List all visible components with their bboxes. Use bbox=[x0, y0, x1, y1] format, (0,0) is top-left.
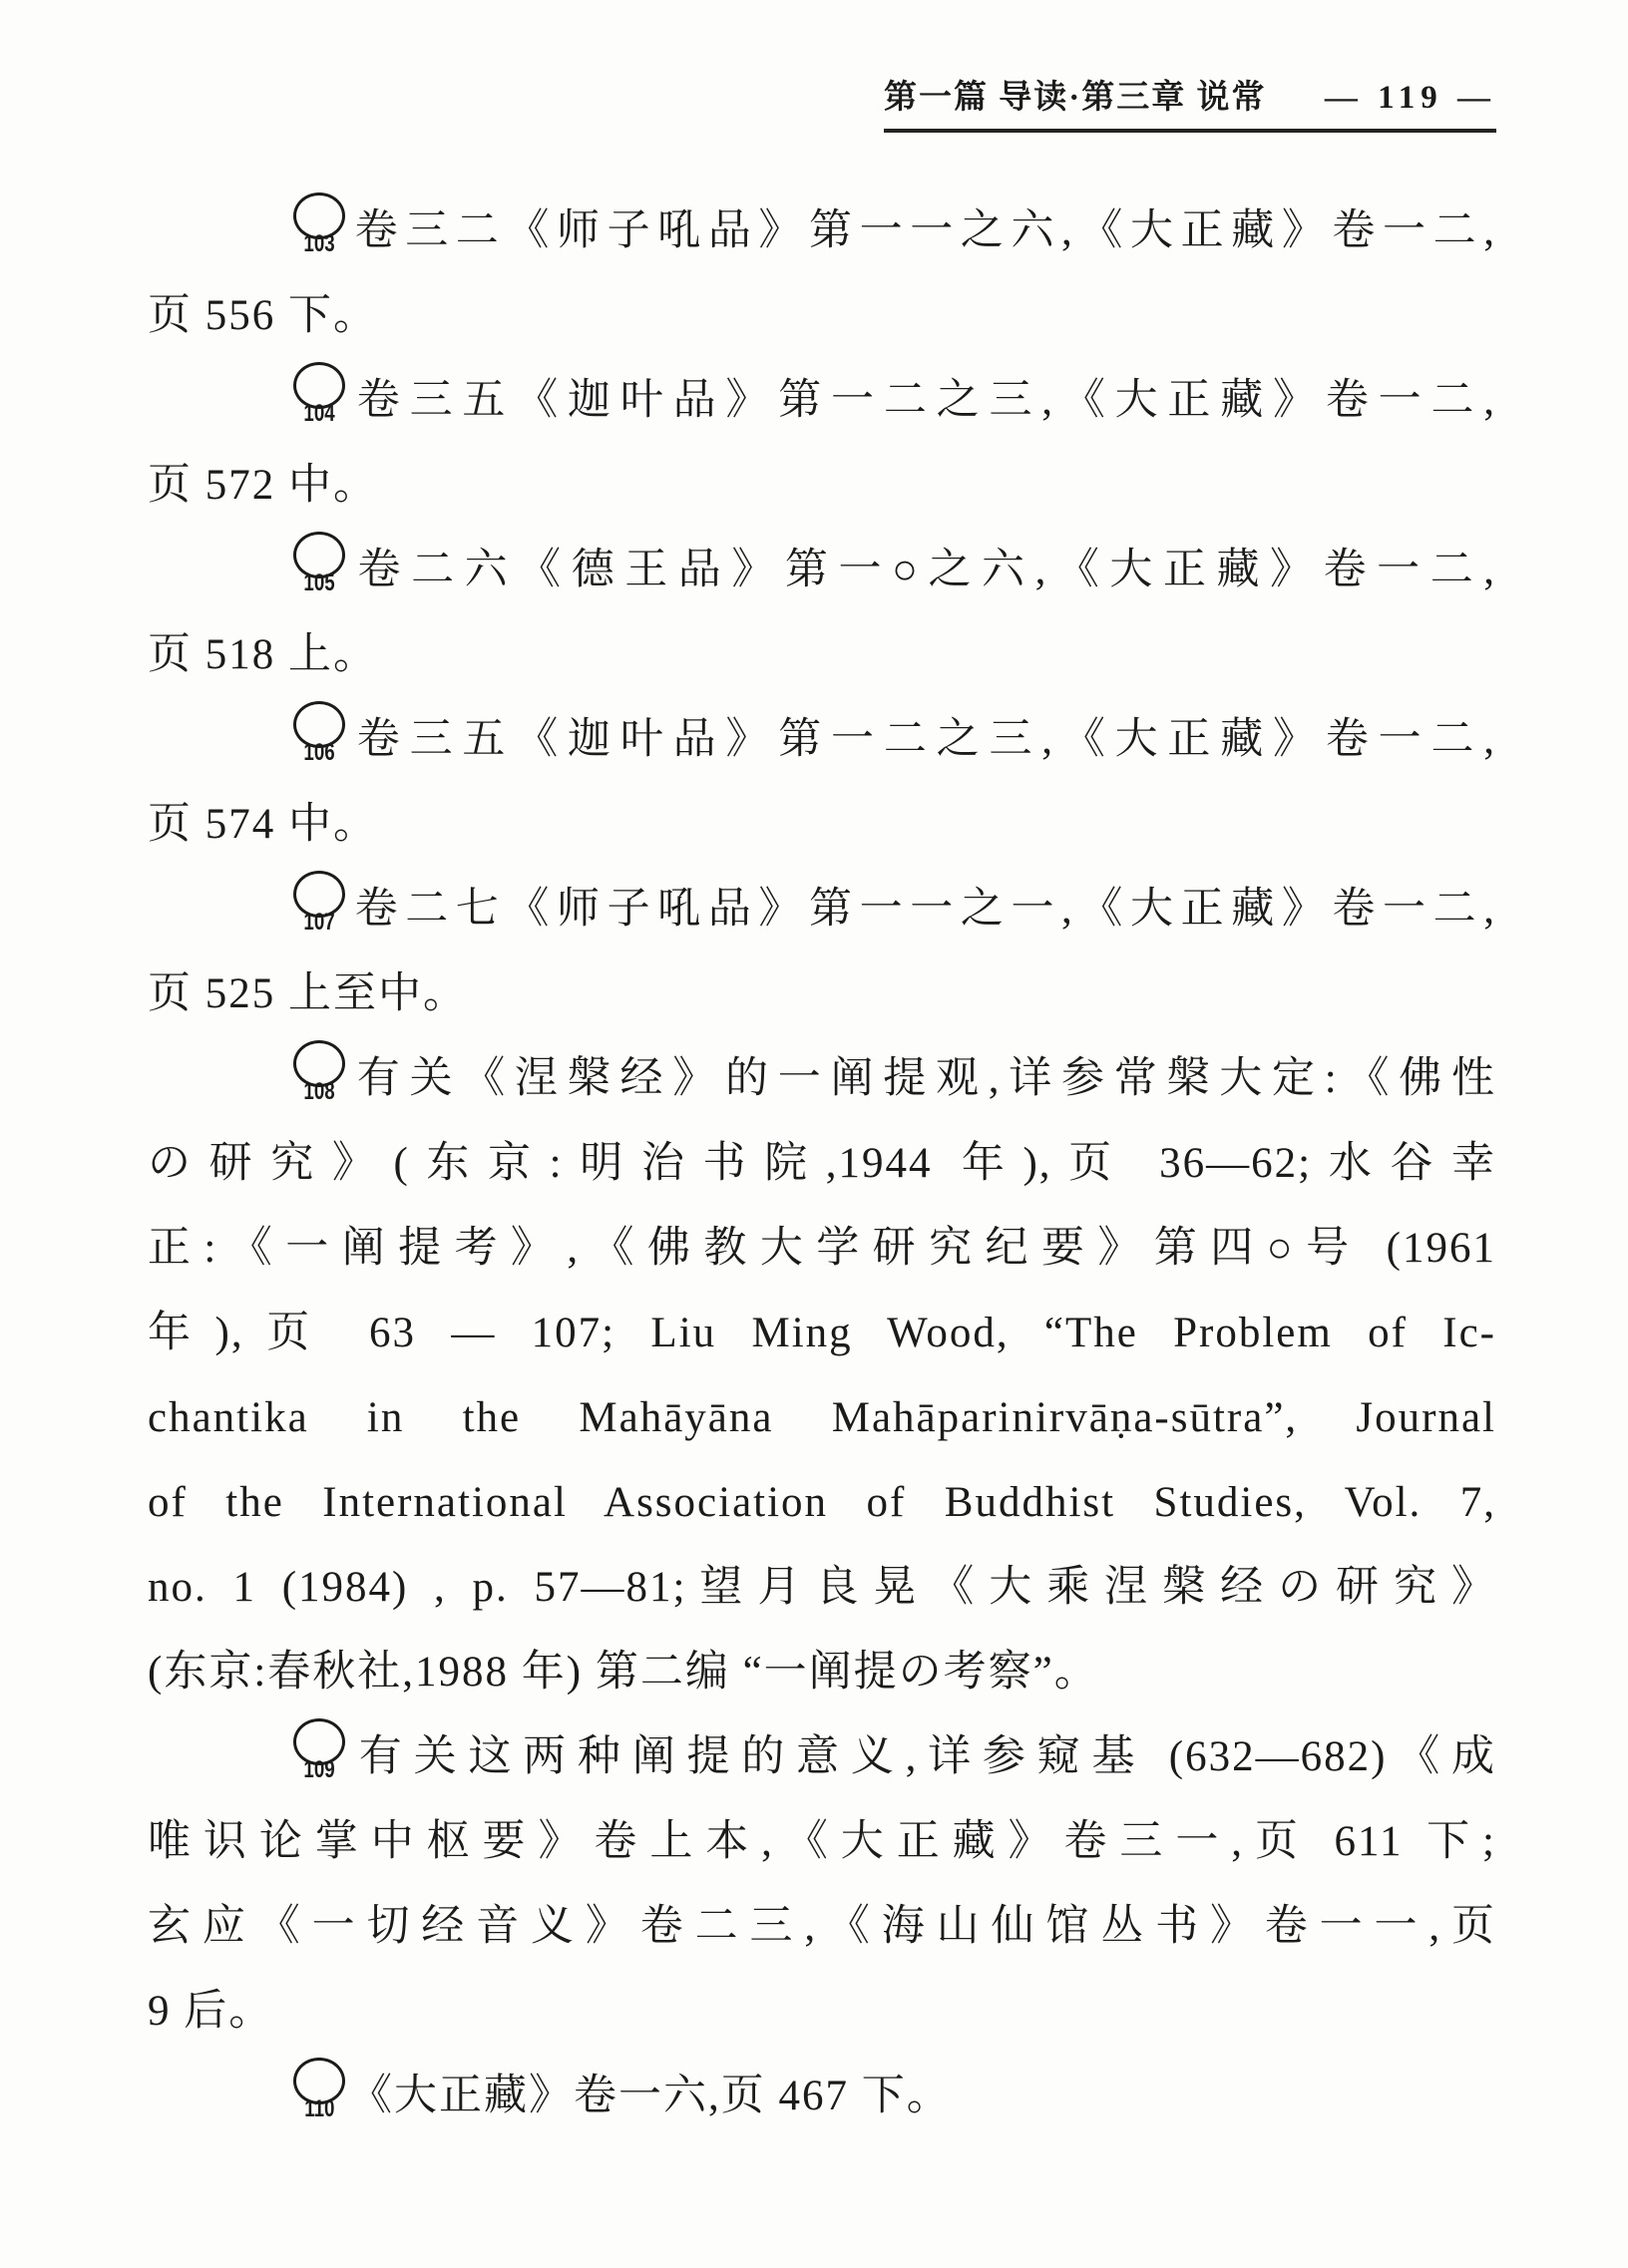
note-text: 卷二七《师子吼品》第一一之一,《大正藏》卷一二, bbox=[349, 886, 1496, 933]
note-number: 107 bbox=[303, 909, 335, 936]
note-number-badge bbox=[293, 192, 345, 257]
note-line bbox=[148, 1036, 1496, 1121]
note-line bbox=[148, 528, 1496, 612]
note-text: 卷三二《师子吼品》第一一之六,《大正藏》卷一二, bbox=[349, 207, 1496, 254]
note-number: 105 bbox=[303, 569, 335, 596]
page-number: — 119 — bbox=[1324, 80, 1496, 116]
note-line: 正:《一阐提考》,《佛教大学研究纪要》第四○号 (1961 bbox=[148, 1225, 1496, 1272]
note-line: の研究》(东京:明治书院,1944 年),页 36—62;水谷幸 bbox=[148, 1140, 1496, 1187]
note-line: 页 518 上。 bbox=[148, 631, 378, 678]
note-line: 唯识论掌中枢要》卷上本,《大正藏》卷三一,页 611 下; bbox=[148, 1818, 1496, 1865]
note-line: 页 574 中。 bbox=[148, 801, 378, 848]
page-header bbox=[148, 78, 1496, 133]
note-line: 9 后。 bbox=[148, 1988, 274, 2035]
note-line: no. 1 (1984) , p. 57—81;望月良晃《大乘涅槃经の研究》 bbox=[148, 1564, 1496, 1611]
note-line bbox=[148, 358, 1496, 443]
note-number-badge bbox=[293, 362, 345, 427]
note-line: of the International Association of Buddhist Studies, Vol. 7, bbox=[148, 1479, 1496, 1526]
note-number: 109 bbox=[303, 1756, 335, 1783]
note-line bbox=[148, 189, 1496, 273]
note-line bbox=[148, 1714, 1496, 1799]
note-line: 页 525 上至中。 bbox=[148, 970, 468, 1017]
note-line bbox=[148, 697, 1496, 782]
note-line: (东京:春秋社,1988 年) 第二编 “一阐提の考察”。 bbox=[148, 1649, 1099, 1696]
note-text: 卷二六《德王品》第一○之六,《大正藏》卷一二, bbox=[349, 547, 1496, 593]
note-number-badge bbox=[293, 2058, 345, 2122]
note-number-badge bbox=[293, 532, 345, 596]
note-text: 有关这两种阐提的意义,详参窥基 (632—682)《成 bbox=[349, 1733, 1496, 1780]
note-text: 《大正藏》卷一六,页 467 下。 bbox=[349, 2073, 952, 2119]
note-line: chantika in the Mahāyāna Mahāparinirvāṇa-sūtra”, Journal bbox=[148, 1394, 1496, 1441]
note-line: 年),页 63 — 107; Liu Ming Wood, “The Problem of Ic- bbox=[148, 1310, 1496, 1356]
note-line: 玄应《一切经音义》卷二三,《海山仙馆丛书》卷一一,页 bbox=[148, 1903, 1496, 1950]
note-number-badge bbox=[293, 1040, 345, 1105]
note-line: 页 572 中。 bbox=[148, 462, 378, 509]
note-text: 有关《涅槃经》的一阐提观,详参常槃大定:《佛性 bbox=[349, 1055, 1496, 1102]
note-text: 卷三五《迦叶品》第一二之三,《大正藏》卷一二, bbox=[349, 716, 1496, 763]
note-number: 108 bbox=[303, 1078, 335, 1105]
note-number-badge bbox=[293, 1718, 345, 1783]
note-line bbox=[148, 867, 1496, 951]
endnotes-body bbox=[148, 189, 1496, 2138]
note-number-badge bbox=[293, 701, 345, 766]
note-number-badge bbox=[293, 871, 345, 936]
note-line: 页 556 下。 bbox=[148, 292, 378, 339]
note-text: 卷三五《迦叶品》第一二之三,《大正藏》卷一二, bbox=[349, 377, 1496, 424]
running-title: 第一篇 导读·第三章 说常 bbox=[884, 80, 1267, 116]
header-rule bbox=[884, 78, 1496, 133]
note-number: 110 bbox=[303, 2095, 335, 2122]
note-number: 103 bbox=[303, 230, 335, 257]
note-number: 106 bbox=[303, 739, 335, 766]
note-number: 104 bbox=[303, 400, 335, 427]
note-line bbox=[148, 2054, 1496, 2138]
